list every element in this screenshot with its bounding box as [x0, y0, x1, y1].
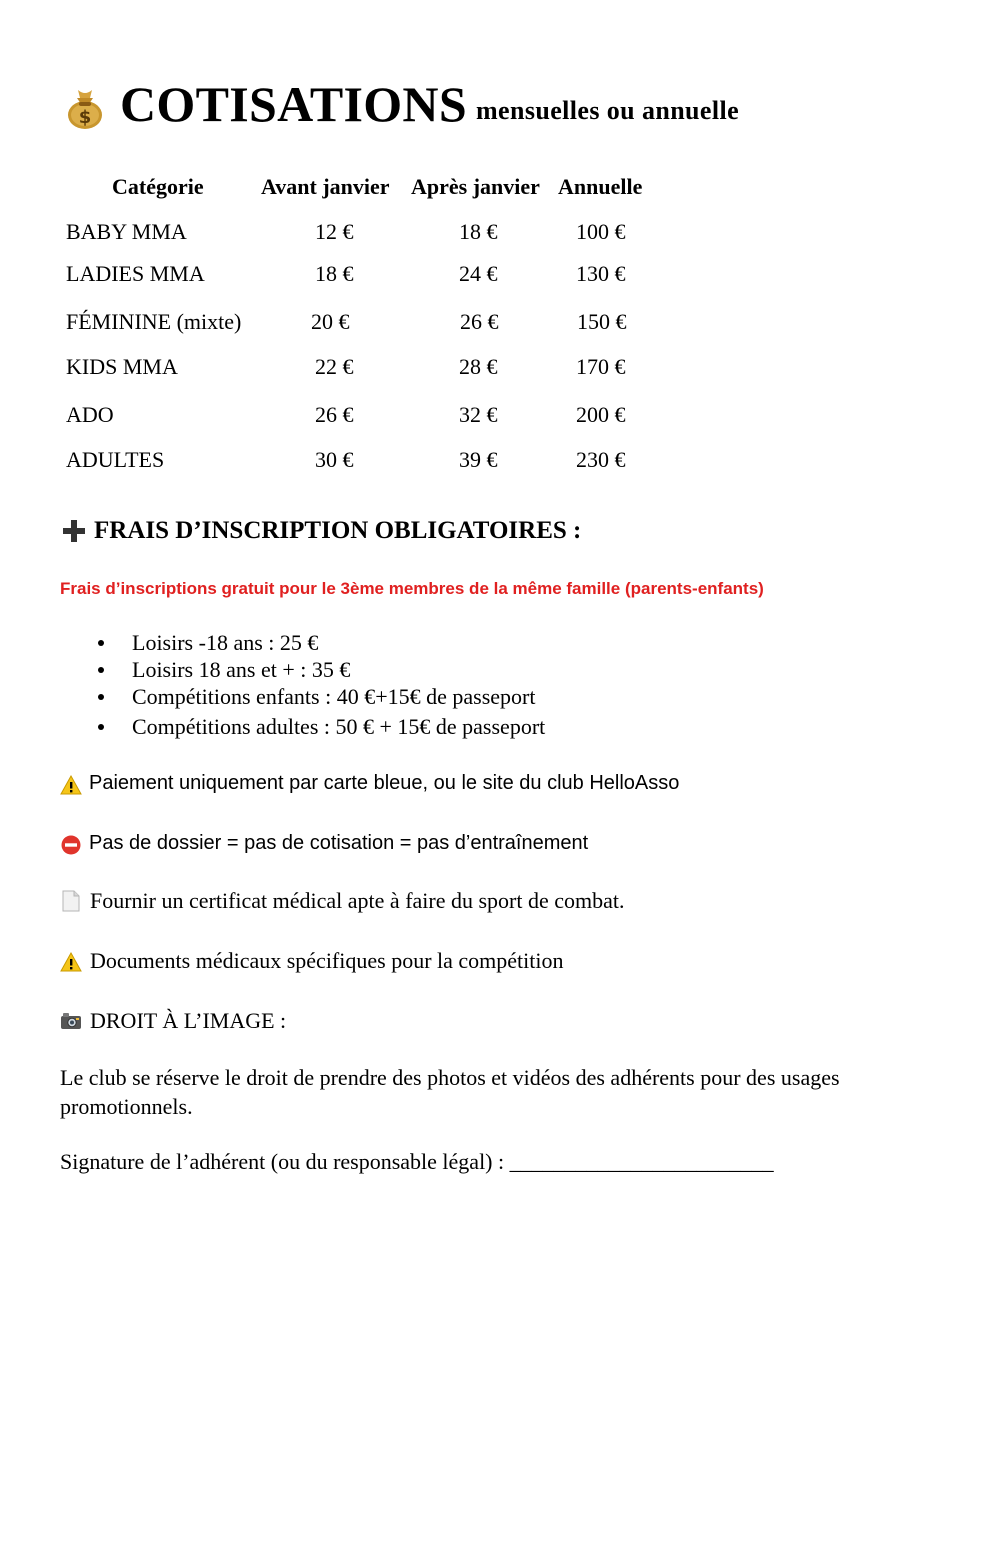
plus-icon: [63, 520, 85, 542]
table-cell-annual: 100 €: [576, 219, 626, 244]
table-cell-category: ADO: [66, 402, 114, 427]
money-bag-icon: [66, 86, 104, 130]
camera-icon: [60, 1012, 82, 1030]
family-discount-note: Frais d’inscriptions gratuit pour le 3ème membres de la même famille (parents-enfants): [60, 579, 764, 598]
table-cell-after: 28 €: [459, 354, 498, 379]
table-cell-annual: 200 €: [576, 402, 626, 427]
table-cell-category: FÉMININE (mixte): [66, 309, 242, 334]
table-header-after-january: Après janvier: [411, 174, 540, 199]
table-cell-category: BABY MMA: [66, 219, 187, 244]
table-cell-annual: 230 €: [576, 447, 626, 472]
warning-icon: [60, 775, 82, 795]
bullet-dot: [98, 640, 104, 646]
table-cell-category: LADIES MMA: [66, 261, 205, 286]
page-title: COTISATIONS: [120, 76, 467, 132]
table-cell-before: 20 €: [311, 309, 350, 334]
svg-text:$: $: [78, 107, 92, 128]
table-cell-category: KIDS MMA: [66, 354, 178, 379]
competition-docs-notice: Documents médicaux spécifiques pour la compétition: [90, 948, 564, 973]
no-entry-icon: [61, 835, 81, 855]
table-cell-annual: 150 €: [577, 309, 627, 334]
table-cell-after: 39 €: [459, 447, 498, 472]
table-cell-after: 18 €: [459, 219, 498, 244]
fees-section-title: FRAIS D’INSCRIPTION OBLIGATOIRES :: [94, 517, 582, 544]
table-cell-before: 26 €: [315, 402, 354, 427]
dossier-notice: Pas de dossier = pas de cotisation = pas d’entraînement: [89, 832, 589, 854]
payment-notice: Paiement uniquement par carte bleue, ou le site du club HelloAsso: [89, 772, 680, 794]
table-cell-before: 30 €: [315, 447, 354, 472]
table-cell-before: 12 €: [315, 219, 354, 244]
warning-icon: [60, 952, 82, 972]
table-cell-category: ADULTES: [66, 447, 165, 472]
list-item-text: Loisirs -18 ans : 25 €: [132, 630, 319, 655]
bullet-dot: [98, 724, 104, 730]
list-item-text: Compétitions adultes : 50 € + 15€ de passeport: [132, 714, 546, 739]
table-cell-after: 32 €: [459, 402, 498, 427]
table-cell-before: 18 €: [315, 261, 354, 286]
signature-line: Signature de l’adhérent (ou du responsable légal) : ________________________: [60, 1149, 774, 1174]
table-cell-after: 24 €: [459, 261, 498, 286]
bullet-dot: [98, 694, 104, 700]
table-cell-annual: 170 €: [576, 354, 626, 379]
table-header-before-january: Avant janvier: [261, 174, 390, 199]
table-cell-before: 22 €: [315, 354, 354, 379]
table-cell-after: 26 €: [460, 309, 499, 334]
document-icon: [61, 890, 81, 912]
image-rights-title: DROIT À L’IMAGE :: [90, 1008, 287, 1033]
list-item-text: Compétitions enfants : 40 €+15€ de passeport: [132, 684, 536, 709]
bullet-dot: [98, 667, 104, 673]
table-header-category: Catégorie: [112, 174, 204, 199]
table-header-annual: Annuelle: [558, 174, 643, 199]
table-cell-annual: 130 €: [576, 261, 626, 286]
page-subtitle: mensuelles ou annuelle: [476, 96, 740, 125]
list-item-text: Loisirs 18 ans et + : 35 €: [132, 657, 351, 682]
image-rights-text: Le club se réserve le droit de prendre des photos et vidéos des adhérents pour des usages promotionnels.: [60, 1065, 840, 1119]
certificate-notice: Fournir un certificat médical apte à faire du sport de combat.: [90, 888, 625, 913]
